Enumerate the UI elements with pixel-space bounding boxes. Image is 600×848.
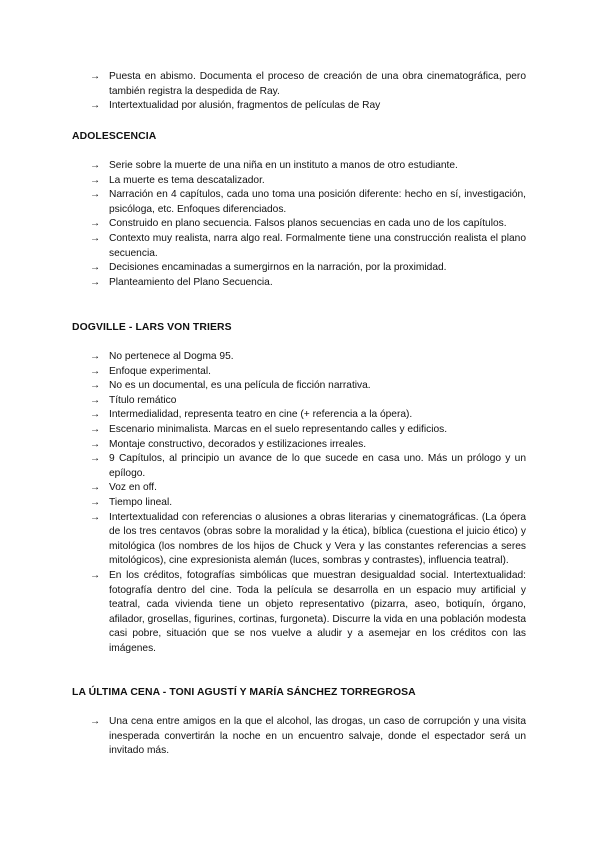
arrow-bullet-icon: → (90, 232, 101, 244)
section-list-la-ultima-cena (90, 715, 526, 759)
arrow-bullet-icon: → (90, 380, 101, 392)
list-item (90, 511, 526, 569)
arrow-bullet-icon: → (90, 276, 101, 288)
section-heading-dogville: DOGVILLE - LARS VON TRIERS (72, 322, 232, 333)
list-item (90, 70, 526, 99)
intro-list (90, 70, 526, 114)
list-item-text: No es un documental, es una película de ficción narrativa. (109, 380, 371, 392)
list-item (90, 569, 526, 657)
list-item-text: Título remático (109, 394, 177, 406)
arrow-bullet-icon: → (90, 453, 101, 465)
list-item-text: No pertenece al Dogma 95. (109, 351, 234, 362)
list-item (90, 481, 526, 496)
list-item-text: Narración en 4 capítulos, cada uno toma una posición diferente: hecho en sí, investigación, psicóloga, etc. Enfoques diferenciados. (109, 189, 526, 215)
list-item-text: Construido en plano secuencia. Falsos planos secuencias en cada uno de los capítulos. (109, 218, 507, 230)
list-item (90, 452, 526, 481)
list-item-text: Intermedialidad, representa teatro en cine (+ referencia a la ópera). (109, 409, 413, 421)
list-item (90, 423, 526, 438)
arrow-bullet-icon: → (90, 409, 101, 421)
list-item-text: En los créditos, fotografías simbólicas que muestran desigualdad social. Intertextualidad: fotografía dentro del cine. Toda la película se desarrolla en un espacio muy artificial y teatral, cada vivienda tiene un objeto representativo (pizarra, aseo, botiquín, órgano, afilador, grosellas, figurines, cortinas, furgoneta). Discurre la vida en una población modesta casi pobre, situación que se nos vuelve a aludir y a asemejar en los créditos con las imágenes. (109, 569, 526, 654)
arrow-bullet-icon: → (90, 438, 101, 450)
list-item-text: Voz en off. (109, 482, 157, 494)
list-item (90, 276, 526, 291)
arrow-bullet-icon: → (90, 189, 101, 201)
list-item (90, 99, 526, 114)
section-list-dogville (90, 350, 526, 656)
arrow-bullet-icon: → (90, 394, 101, 406)
list-item-text: La muerte es tema descatalizador. (109, 174, 265, 186)
arrow-bullet-icon: → (90, 482, 101, 494)
section-heading-adolescencia: ADOLESCENCIA (72, 131, 157, 142)
arrow-bullet-icon: → (90, 100, 101, 112)
list-item-text: Puesta en abismo. Documenta el proceso de creación de una obra cinematográfica, pero también registra la despedida de Ray. (109, 71, 526, 97)
list-item (90, 408, 526, 423)
list-item-text: Serie sobre la muerte de una niña en un instituto a manos de otro estudiante. (109, 160, 458, 171)
list-item-text: Enfoque experimental. (109, 365, 211, 377)
section-list-adolescencia (90, 159, 526, 290)
list-item-text: Intertextualidad con referencias o alusiones a obras literarias y cinematográficas. (La ópera de los tres centavos (obras sobre la moralidad y la ética), bíblica (cuestiona el juicio ético) y mitológica (los nombres de los hijos de Chuck y Vera y las constantes referencias a seres mitológicos), cine expresionista alemán (luces, sombras y contrastes), influencia teatral). (109, 511, 526, 567)
list-item (90, 496, 526, 511)
list-item (90, 232, 526, 261)
arrow-bullet-icon: → (90, 716, 101, 727)
list-item (90, 394, 526, 409)
arrow-bullet-icon: → (90, 71, 101, 82)
list-item (90, 715, 526, 759)
list-item (90, 174, 526, 189)
arrow-bullet-icon: → (90, 351, 101, 362)
arrow-bullet-icon: → (90, 496, 101, 508)
list-item-text: Decisiones encaminadas a sumergirnos en la narración, por la proximidad. (109, 262, 447, 274)
arrow-bullet-icon: → (90, 365, 101, 377)
list-item (90, 350, 526, 365)
arrow-bullet-icon: → (90, 174, 101, 186)
list-item-text: Una cena entre amigos en la que el alcohol, las drogas, un caso de corrupción y una visita inesperada convertirán la noche en un encuentro salvaje, donde el espectador será un invitado más. (109, 716, 526, 757)
list-item (90, 365, 526, 380)
list-item-text: 9 Capítulos, al principio un avance de lo que sucede en casa uno. Más un prólogo y un epílogo. (109, 453, 526, 479)
list-item-text: Intertextualidad por alusión, fragmentos de películas de Ray (109, 100, 381, 112)
list-item (90, 438, 526, 453)
arrow-bullet-icon: → (90, 160, 101, 171)
list-item-text: Planteamiento del Plano Secuencia. (109, 276, 273, 288)
list-item (90, 188, 526, 217)
arrow-bullet-icon: → (90, 262, 101, 274)
list-item-text: Escenario minimalista. Marcas en el suelo representando calles y edificios. (109, 423, 448, 435)
section-heading-la-ultima-cena: LA ÚLTIMA CENA - TONI AGUSTÍ Y MARÍA SÁNCHEZ TORREGROSA (72, 687, 416, 698)
list-item-text: Tiempo lineal. (109, 496, 173, 508)
list-item-text: Contexto muy realista, narra algo real. Formalmente tiene una construcción realista el plano secuencia. (109, 232, 526, 259)
list-item (90, 261, 526, 276)
arrow-bullet-icon: → (90, 511, 101, 523)
arrow-bullet-icon: → (90, 218, 101, 230)
list-item-text: Montaje constructivo, decorados y estilizaciones irreales. (109, 438, 367, 450)
list-item (90, 217, 526, 232)
list-item (90, 379, 526, 394)
list-item (90, 159, 526, 174)
arrow-bullet-icon: → (90, 423, 101, 435)
arrow-bullet-icon: → (90, 569, 101, 581)
